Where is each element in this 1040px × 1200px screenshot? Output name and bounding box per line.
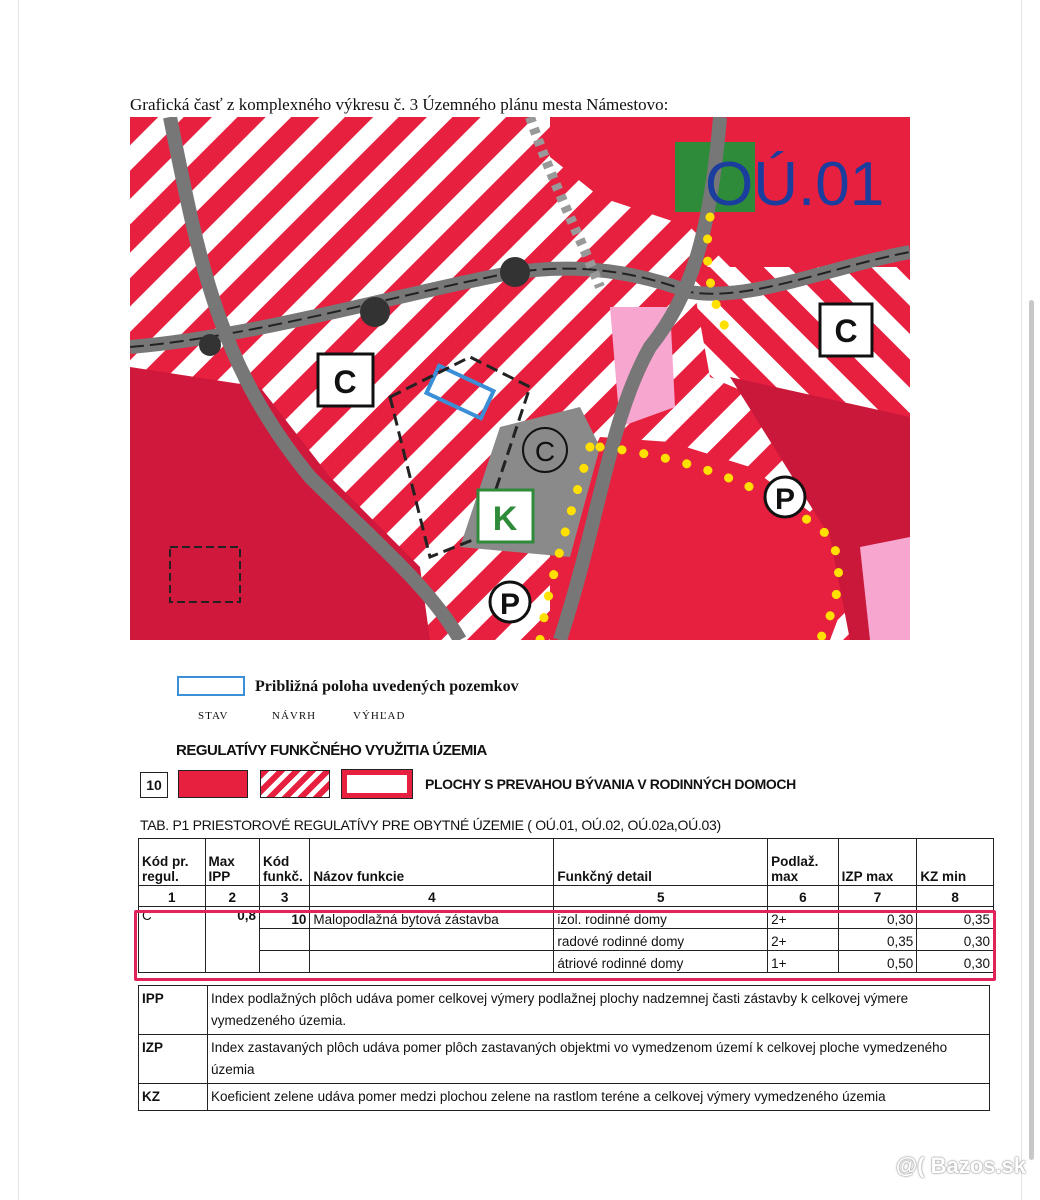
col-number: 5: [554, 886, 768, 907]
col-number: 3: [259, 886, 309, 907]
swatch-stav: [178, 770, 248, 798]
header-kod-reg: Kód pr. regul.: [139, 839, 206, 886]
cell-detail: átriové rodinné domy: [554, 951, 768, 973]
cell-izp: 0,50: [838, 951, 917, 973]
cell-detail: radové rodinné domy: [554, 929, 768, 951]
road-node: [360, 297, 390, 327]
cell-ipp: 0,8: [205, 907, 259, 973]
road-node: [500, 257, 530, 287]
definition-text: Index zastavaných plôch udáva pomer plôch zastavaných objektmi vo vymedzenom území k celkovej ploche vymedzeného územia: [208, 1035, 990, 1084]
highlight-box: [134, 910, 996, 981]
scrollbar[interactable]: [1029, 300, 1034, 1160]
definition-text: Koeficient zelene udáva pomer medzi plochou zelene na rastlom teréne a celkovej výmery vymedzeného územia: [208, 1084, 990, 1111]
col-number: 1: [139, 886, 206, 907]
header-kod-funkc: Kód funkč.: [259, 839, 309, 886]
header-max-ipp: Max IPP: [205, 839, 259, 886]
road-node: [199, 334, 221, 356]
cell-izp: 0,35: [838, 929, 917, 951]
cell-kz: 0,35: [917, 907, 994, 929]
zone-label: OÚ.01: [705, 150, 885, 219]
cell-podlaz: 2+: [768, 907, 839, 929]
k-symbol-label: K: [492, 500, 518, 538]
definition-row: [139, 1035, 990, 1084]
cell-izp: 0,30: [838, 907, 917, 929]
cell-podlaz: 1+: [768, 951, 839, 973]
definition-abbr: IZP: [139, 1035, 208, 1084]
state-label-navrh: NÁVRH: [272, 710, 317, 722]
cell-detail: izol. rodinné domy: [554, 907, 768, 929]
cell-kz: 0,30: [917, 929, 994, 951]
col-number: 7: [838, 886, 917, 907]
header-nazov: Názov funkcie: [310, 839, 554, 886]
regulation-heading: REGULATÍVY FUNKČNÉHO VYUŽITIA ÚZEMIA: [176, 742, 487, 759]
p-parking-label-south: P: [499, 588, 521, 621]
regulation-description: PLOCHY S PREVAHOU BÝVANIA V RODINNÝCH DOMOCH: [425, 776, 796, 792]
approx-position-swatch: [177, 676, 245, 696]
definition-text: Index podlažných plôch udáva pomer celkovej výmery podlažnej plochy nadzemnej časti zástavby k celkovej výmere vymedzeného územia.: [208, 986, 990, 1035]
table-title: TAB. P1 PRIESTOROVÉ REGULATÍVY PRE OBYTNÉ ÚZEMIE ( OÚ.01, OÚ.02, OÚ.02a,OÚ.03): [140, 817, 721, 833]
swatch-navrh: [260, 770, 330, 798]
definition-abbr: IPP: [139, 986, 208, 1035]
swatch-vyhlad: [342, 770, 412, 798]
c-symbol-label-east: C: [834, 313, 858, 349]
watermark: @( Bazos.sk: [895, 1153, 1026, 1178]
cell-kod: C: [139, 907, 206, 973]
cell-podlaz: 2+: [768, 929, 839, 951]
map-title: Grafická časť z komplexného výkresu č. 3 Územného plánu mesta Námestovo:: [130, 95, 669, 114]
definition-row: [139, 986, 990, 1035]
zoning-map: [130, 117, 910, 640]
table-header-row: [139, 839, 994, 886]
c-symbol-label: C: [333, 364, 357, 400]
state-label-stav: STAV: [198, 710, 229, 722]
header-kz: KZ min: [917, 839, 994, 886]
header-izp: IZP max: [838, 839, 917, 886]
function-code-box: 10: [140, 772, 168, 798]
cell-funkc: 10: [259, 907, 309, 929]
table-number-row: [139, 886, 994, 907]
definition-row: [139, 1084, 990, 1111]
col-number: 6: [768, 886, 839, 907]
col-number: 2: [205, 886, 259, 907]
definition-abbr: KZ: [139, 1084, 208, 1111]
cell-kz: 0,30: [917, 951, 994, 973]
p-parking-label: P: [774, 483, 796, 516]
header-podlaz: Podlaž. max: [768, 839, 839, 886]
header-detail: Funkčný detail: [554, 839, 768, 886]
col-number: 8: [917, 886, 994, 907]
col-number: 4: [310, 886, 554, 907]
cell-nazov: Malopodlažná bytová zástavba: [310, 907, 554, 929]
approx-position-label: Približná poloha uvedených pozemkov: [255, 678, 519, 695]
c-circle-label: C: [534, 436, 556, 467]
state-label-vyhlad: VÝHĽAD: [353, 710, 406, 722]
definitions-table: [138, 985, 990, 1111]
